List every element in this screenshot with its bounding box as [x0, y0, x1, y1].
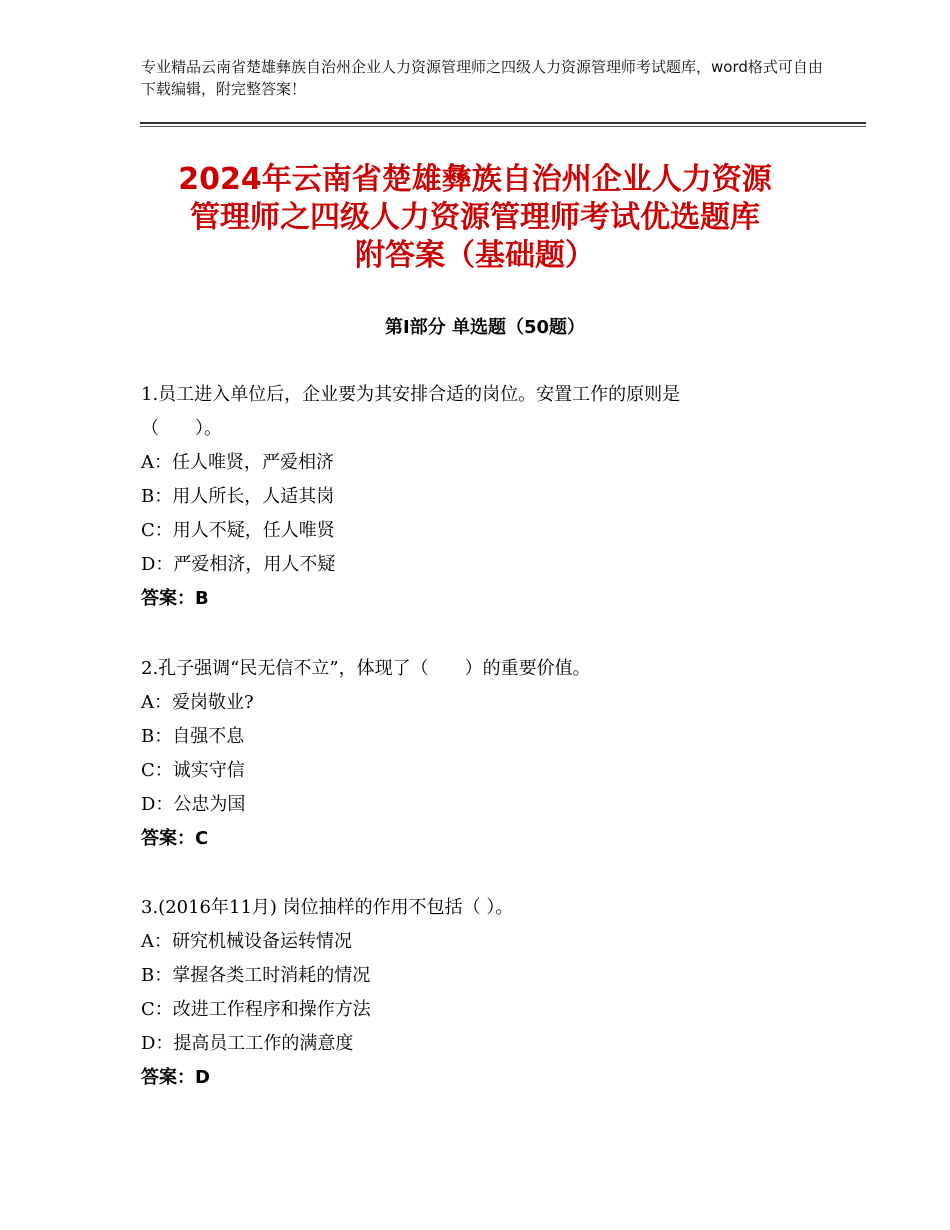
header-rule-thin — [140, 126, 866, 127]
option-a: A：研究机械设备运转情况 — [141, 931, 352, 952]
option-d: D：严爱相济，用人不疑 — [141, 554, 336, 575]
answer: 答案：B — [141, 588, 209, 609]
answer: 答案：C — [141, 828, 209, 849]
question-stem: （ ）。 — [141, 418, 222, 439]
option-c: C：改进工作程序和操作方法 — [141, 999, 371, 1020]
option-d: D：公忠为国 — [141, 794, 246, 815]
option-c: C：用人不疑，任人唯贤 — [141, 520, 335, 541]
title-line: 附答案（基础题） — [355, 238, 595, 273]
option-b: B：自强不息 — [141, 726, 245, 747]
question-stem: 2.孔子强调“民无信不立”，体现了（ ）的重要价值。 — [141, 658, 591, 679]
option-c: C：诚实守信 — [141, 760, 245, 781]
option-d: D：提高员工工作的满意度 — [141, 1033, 354, 1054]
option-a: A：爱岗敬业? — [141, 692, 254, 713]
document-title — [120, 161, 830, 275]
question-stem: 1.员工进入单位后，企业要为其安排合适的岗位。安置工作的原则是 — [141, 384, 681, 405]
option-a: A：任人唯贤，严爱相济 — [141, 452, 334, 473]
title-line: 2024年云南省楚雄彝族自治州企业人力资源 — [178, 162, 772, 197]
header-note: 专业精品云南省楚雄彝族自治州企业人力资源管理师之四级人力资源管理师考试题库，word格式可自由下载编辑，附完整答案！ — [141, 58, 823, 98]
option-b: B：掌握各类工时消耗的情况 — [141, 965, 371, 986]
question-stem: 3.(2016年11月) 岗位抽样的作用不包括（ ）。 — [141, 897, 514, 918]
section-title: 第Ⅰ部分 单选题（50题） — [384, 317, 585, 338]
option-b: B：用人所长，人适其岗 — [141, 486, 335, 507]
title-line: 管理师之四级人力资源管理师考试优选题库 — [190, 200, 760, 235]
header-rule — [140, 122, 866, 124]
question-2 — [141, 652, 841, 856]
answer: 答案：D — [141, 1067, 210, 1088]
question-3 — [141, 891, 841, 1095]
question-1 — [141, 378, 841, 616]
